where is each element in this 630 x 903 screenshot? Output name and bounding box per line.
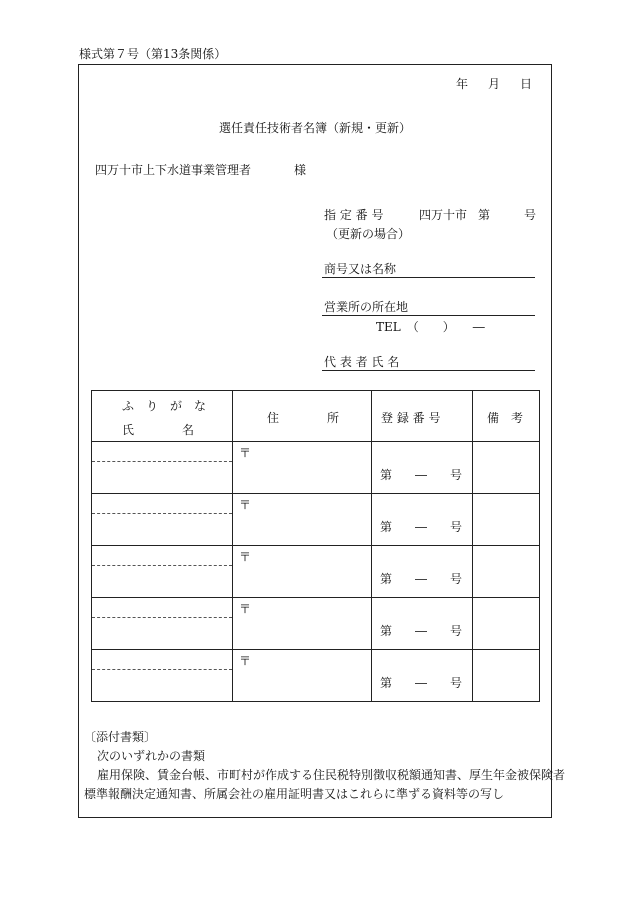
registration-cell[interactable] xyxy=(372,546,473,598)
designation-label: 指 定 番 号 xyxy=(324,208,384,222)
furigana-name-cell[interactable] xyxy=(92,598,233,650)
tel-line: TEL （ ） ― xyxy=(376,320,485,334)
postal-mark: 〒 xyxy=(239,654,252,668)
representative-label: 代 表 者 氏 名 xyxy=(324,355,400,369)
header-remarks: 備 考 xyxy=(487,411,524,425)
date-year: 年 xyxy=(456,77,469,91)
trade-name-underline xyxy=(322,277,535,278)
address-cell[interactable] xyxy=(233,442,372,494)
remarks-cell[interactable] xyxy=(473,494,540,546)
remarks-cell[interactable] xyxy=(473,442,540,494)
postal-mark: 〒 xyxy=(239,498,252,512)
page-title: 選任責任技術者名簿（新規・更新） xyxy=(219,121,412,135)
table-header-row xyxy=(92,391,540,442)
header-address-cell xyxy=(233,391,372,442)
postal-mark: 〒 xyxy=(239,550,252,564)
date-day: 日 xyxy=(520,77,533,91)
header-furigana-name xyxy=(92,391,233,442)
reg-dash: ― xyxy=(415,676,427,690)
header-registration: 登 録 番 号 xyxy=(381,411,441,425)
designation-go: 号 xyxy=(524,208,537,222)
technician-table xyxy=(91,390,540,702)
header-furigana: ふ り が な xyxy=(122,399,207,413)
reg-go: 号 xyxy=(449,572,462,586)
reg-dai: 第 xyxy=(380,676,393,690)
header-remarks-cell xyxy=(473,391,540,442)
attachments-line-2: 標準報酬決定通知書、所属会社の雇用証明書又はこれらに準ずる資料等の写し xyxy=(84,787,505,801)
header-name: 氏 名 xyxy=(122,423,195,437)
registration-number xyxy=(380,468,462,482)
attachments-intro: 次のいずれかの書類 xyxy=(97,749,206,763)
reg-go: 号 xyxy=(449,676,462,690)
trade-name-label: 商号又は名称 xyxy=(324,262,397,276)
registration-number xyxy=(380,520,462,534)
furigana-name-cell[interactable] xyxy=(92,650,233,702)
attachments-heading: 〔添付書類〕 xyxy=(84,730,157,744)
remarks-cell[interactable] xyxy=(473,546,540,598)
table-row xyxy=(92,494,540,546)
header-registration-cell xyxy=(372,391,473,442)
designation-note: （更新の場合） xyxy=(326,227,411,241)
header-address: 住 所 xyxy=(267,411,340,425)
reg-go: 号 xyxy=(449,520,462,534)
address-cell[interactable] xyxy=(233,598,372,650)
form-number: 様式第７号（第13条関係） xyxy=(79,47,227,61)
reg-dash: ― xyxy=(415,520,427,534)
registration-number xyxy=(380,676,462,690)
registration-number xyxy=(380,624,462,638)
address-cell[interactable] xyxy=(233,494,372,546)
addressee-name: 四万十市上下水道事業管理者 xyxy=(95,163,252,177)
office-address-underline xyxy=(322,315,535,316)
furigana-divider xyxy=(92,513,232,514)
designation-dai: 第 xyxy=(478,208,491,222)
representative-underline xyxy=(322,370,535,371)
reg-dash: ― xyxy=(415,624,427,638)
date-month: 月 xyxy=(488,77,501,91)
table-row xyxy=(92,442,540,494)
table-row xyxy=(92,598,540,650)
registration-cell[interactable] xyxy=(372,598,473,650)
office-address-label: 営業所の所在地 xyxy=(324,300,409,314)
registration-cell[interactable] xyxy=(372,494,473,546)
attachments-line-1: 雇用保険、賃金台帳、市町村が作成する住民税特別徴収税額通知書、厚生年金被保険者 xyxy=(97,768,566,782)
addressee-honorific: 様 xyxy=(294,163,307,177)
reg-dash: ― xyxy=(415,572,427,586)
furigana-name-cell[interactable] xyxy=(92,546,233,598)
reg-dai: 第 xyxy=(380,624,393,638)
reg-go: 号 xyxy=(449,468,462,482)
reg-dai: 第 xyxy=(380,572,393,586)
table-row xyxy=(92,650,540,702)
furigana-divider xyxy=(92,669,232,670)
reg-dash: ― xyxy=(415,468,427,482)
remarks-cell[interactable] xyxy=(473,598,540,650)
postal-mark: 〒 xyxy=(239,446,252,460)
registration-cell[interactable] xyxy=(372,442,473,494)
furigana-name-cell[interactable] xyxy=(92,442,233,494)
reg-dai: 第 xyxy=(380,520,393,534)
postal-mark: 〒 xyxy=(239,602,252,616)
table-row xyxy=(92,546,540,598)
registration-number xyxy=(380,572,462,586)
designation-city: 四万十市 xyxy=(419,208,468,222)
address-cell[interactable] xyxy=(233,650,372,702)
remarks-cell[interactable] xyxy=(473,650,540,702)
registration-cell[interactable] xyxy=(372,650,473,702)
reg-go: 号 xyxy=(449,624,462,638)
furigana-divider xyxy=(92,461,232,462)
address-cell[interactable] xyxy=(233,546,372,598)
furigana-name-cell[interactable] xyxy=(92,494,233,546)
reg-dai: 第 xyxy=(380,468,393,482)
furigana-divider xyxy=(92,565,232,566)
furigana-divider xyxy=(92,617,232,618)
